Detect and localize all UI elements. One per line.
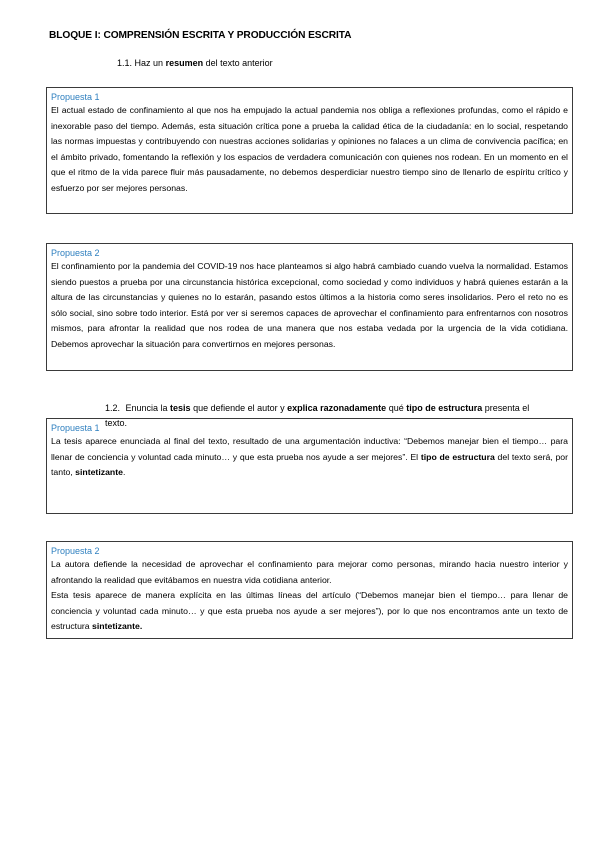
proposal-title: Propuesta 1 (51, 92, 100, 102)
question-bold: resumen (165, 58, 204, 68)
question-bold: tipo de estructura (406, 403, 483, 413)
proposal-title: Propuesta 2 (51, 248, 100, 258)
answer-box-1-2-propuesta-2 (46, 541, 573, 639)
question-bold: explica razonadamente (287, 403, 387, 413)
proposal-paragraph: El confinamiento por la pandemia del COVID-19 nos hace planteamos si algo habrá cambiado cuando vuelva la normalidad. Estamos siendo puestos a prueba por una circunstancia histórica excepcional, como sociedad y como individuos y habrá quienes estarán a la altura de las circunstancias y quienes no lo estarán, pasando estos últimos a la historia como seres insolidarios. Pero el reto no es sólo social, sino sobre todo interior. Está por ver si seremos capaces de aprovechar el confinamiento para enfrentarnos con nosotros mismos, para afrontar la realidad que nos rodea de una manera que nos estaba vedada por la urgencia de la vida cotidiana. Debemos aprovechar la situación para convertirnos en mejores personas. (51, 261, 568, 349)
question-1-1 (117, 57, 273, 70)
question-number: 1.2. (105, 403, 121, 413)
proposal-text (51, 259, 568, 352)
question-text: qué (386, 403, 407, 413)
proposal-span: del texto será, por tanto, (51, 451, 569, 477)
proposal-span: La tesis aparece enunciada al final del texto, resultado de una argumentación inductiva: “Debemos manejar bien el tiempo… para llenar de conciencia y voluntad cada minuto… y que esta prueba nos ayude a ser mejores”. El (51, 436, 568, 462)
answer-box-1-1-propuesta-2 (46, 243, 573, 371)
proposal-text (51, 434, 568, 481)
proposal-paragraph: La autora defiende la necesidad de aprovechar el confinamiento para mejorar como personas, mirando hacia nuestro interior y afrontando la realidad que evitábamos en nuestra vida cotidiana anterior. (51, 559, 568, 585)
answer-box-1-1-propuesta-1 (46, 87, 573, 214)
question-bold: tesis (170, 403, 191, 413)
proposal-span: Esta tesis aparece de manera explícita en las últimas líneas del artículo (“Debemos manejar bien el tiempo… para llenar de conciencia y voluntad cada minuto… y que esta prueba nos ayude a ser mejores”), por lo que nos encontramos ante un texto de estructura (51, 590, 568, 631)
question-text: que defiende el autor y (190, 403, 288, 413)
section-heading: BLOQUE I: COMPRENSIÓN ESCRITA Y PRODUCCIÓN ESCRITA (49, 30, 352, 41)
proposal-bold: sintetizante (75, 467, 123, 477)
question-number: 1.1. (117, 58, 133, 68)
proposal-paragraph: El actual estado de confinamiento al que nos ha empujado la actual pandemia nos obliga a reflexiones profundas, como el rápido e inexorable paso del tiempo. Además, esta situación crítica pone a prueba la calidad ética de la ciudadanía: en lo social, respetando las normas impuestas y contribuyendo con nuestras acciones solidarias y opiniones no falaces a un clima de convivencia pacífica; en el ámbito privado, fomentando la reflexión y los espacios de verdadera comunicación con quienes nos rodean. En un momento en el que el ritmo de la vida parece fluir más pausadamente, no debemos desperdiciar nuestro tiempo sino de llenarlo de espíritu crítico y esfuerzo por ser mejores personas. (51, 105, 568, 193)
proposal-title: Propuesta 1 (51, 423, 100, 433)
proposal-title: Propuesta 2 (51, 546, 100, 556)
proposal-text (51, 557, 568, 635)
proposal-paragraph (51, 588, 568, 635)
question-text: Haz un (134, 58, 166, 68)
answer-box-1-2-propuesta-1 (46, 418, 573, 514)
question-text: Enuncia la (125, 403, 171, 413)
proposal-bold: sintetizante. (92, 621, 143, 631)
question-text: presenta el texto. (105, 403, 530, 428)
proposal-paragraph (51, 434, 568, 481)
proposal-text (51, 103, 568, 196)
proposal-span: . (122, 467, 126, 477)
proposal-bold: tipo de estructura (420, 451, 495, 462)
question-text: del texto anterior (203, 58, 273, 68)
